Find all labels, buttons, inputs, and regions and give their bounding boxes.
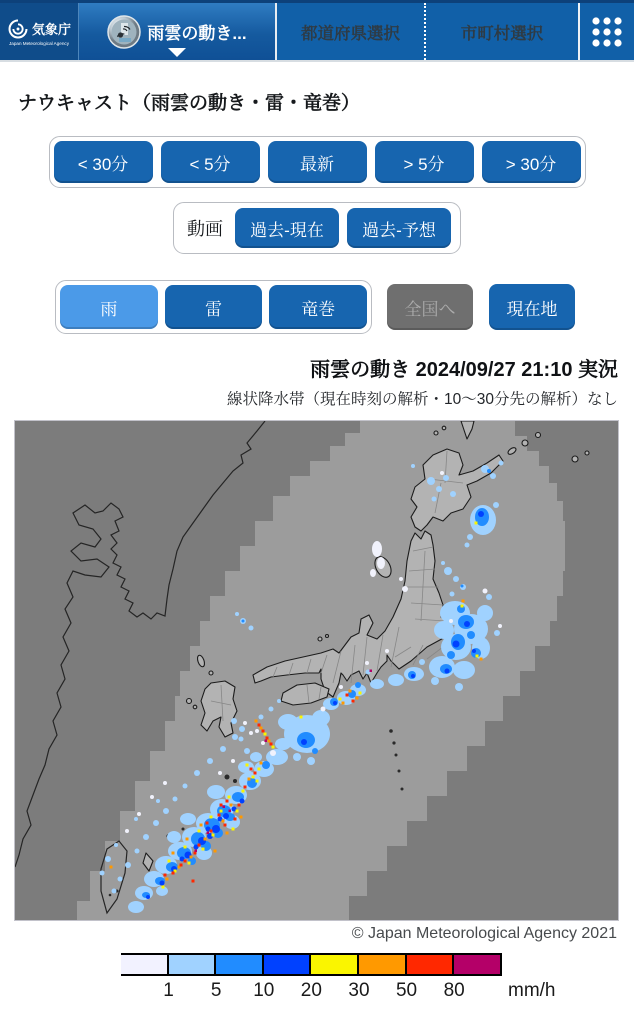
jma-swirl-icon — [7, 18, 29, 40]
legend-color-box — [264, 953, 312, 976]
mode-row — [55, 280, 634, 334]
status-block — [0, 353, 634, 409]
legend-unit: mm/h — [508, 980, 556, 1001]
tab-rain-cloud-movement[interactable] — [78, 3, 277, 60]
observation-timestamp: 雨雲の動き 2024/09/27 21:10 実況 — [310, 359, 618, 381]
jma-logo[interactable] — [0, 3, 78, 60]
mode-button[interactable]: 雷 — [165, 285, 263, 329]
time-step-button[interactable]: > 5分 — [375, 141, 474, 183]
legend-boundary-value: 1 — [163, 980, 174, 1001]
video-play-button[interactable]: 過去-現在 — [235, 208, 339, 248]
caret-down-icon — [168, 48, 186, 57]
agency-name-jp: 気象庁 — [31, 22, 71, 37]
time-step-button[interactable]: > 30分 — [482, 141, 581, 183]
mode-group — [55, 280, 372, 334]
legend-color-box — [311, 953, 359, 976]
grid-menu-icon — [590, 15, 624, 49]
legend-color-box — [454, 953, 502, 976]
legend-boundary-value: 20 — [300, 980, 322, 1001]
video-label: 動画 — [187, 219, 223, 239]
radar-icon — [107, 15, 141, 49]
legend-color-box — [169, 953, 217, 976]
map-copyright: © Japan Meteorological Agency 2021 — [351, 925, 617, 942]
time-step-group — [49, 136, 586, 188]
senjo-kousuitai-note: 線状降水帯（現在時刻の解析・10〜30分先の解析）なし — [227, 391, 618, 408]
legend-boundary-value: 5 — [210, 980, 222, 1001]
legend-boundary-value: 80 — [443, 980, 465, 1001]
tab-label: 雨雲の動き... — [147, 24, 247, 43]
header — [0, 0, 634, 62]
radar-map — [15, 421, 618, 920]
agency-name-en: Japan Meteorological Agency — [8, 40, 69, 46]
grid-menu-button[interactable] — [580, 3, 634, 60]
time-step-button[interactable]: < 30分 — [54, 141, 153, 183]
legend-color-box — [121, 953, 169, 976]
time-step-button[interactable]: < 5分 — [161, 141, 260, 183]
legend-color-box — [359, 953, 407, 976]
legend-boundary-value: 30 — [348, 980, 370, 1001]
current-location-button[interactable]: 現在地 — [489, 284, 575, 330]
video-group — [173, 202, 461, 254]
page-title: ナウキャスト（雨雲の動き・雷・竜巻） — [18, 93, 361, 114]
video-play-button[interactable]: 過去-予想 — [347, 208, 451, 248]
legend-boundary-value: 10 — [253, 980, 275, 1001]
nav-municipality-select[interactable]: 市町村選択 — [460, 24, 544, 43]
mode-button[interactable]: 竜巻 — [269, 285, 367, 329]
nationwide-button[interactable]: 全国へ — [387, 284, 473, 330]
legend-color-box — [407, 953, 455, 976]
legend-labels — [145, 980, 478, 1002]
legend-color-box — [216, 953, 264, 976]
time-step-button[interactable]: 最新 — [268, 141, 367, 183]
radar-map-image — [15, 421, 618, 920]
legend-boundary-value: 50 — [395, 980, 418, 1001]
rain-intensity-legend — [0, 949, 634, 1011]
nav-prefecture-select[interactable]: 都道府県選択 — [301, 24, 400, 43]
legend-color-scale — [121, 953, 502, 976]
mode-button[interactable]: 雨 — [60, 285, 158, 329]
